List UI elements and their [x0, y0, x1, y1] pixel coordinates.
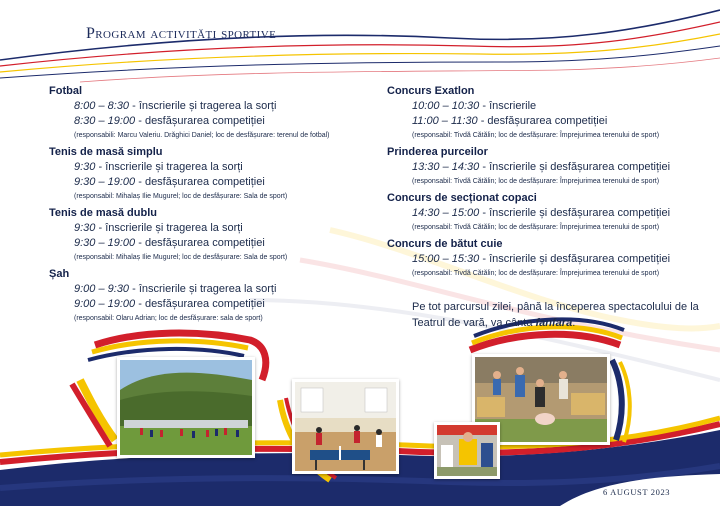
schedule-line	[49, 160, 379, 175]
schedule-text: - înscrierile și tragerea la sorți	[95, 222, 243, 234]
schedule-line	[49, 297, 379, 312]
event-responsible: (responsabil: Tivdă Cătălin; loc de desfășurare: Împrejurimea terenului de sport)	[412, 224, 660, 231]
schedule-text: - desfășurarea competiției	[135, 115, 265, 127]
football-photo	[117, 357, 255, 458]
schedule-text: - înscrierile	[479, 100, 537, 112]
schedule-text: - înscrierile și tragerea la sorți	[129, 100, 277, 112]
event-block	[387, 191, 707, 235]
event-title: Concurs de secționat copaci	[387, 192, 537, 204]
event-title: Șah	[49, 268, 70, 280]
event-responsible: (responsabil: Mihalaș Ilie Mugurel; loc de desfășurare: Sala de sport)	[74, 254, 288, 261]
schedule-time: 9:00 – 19:00	[74, 298, 136, 310]
schedule-line	[387, 252, 707, 267]
note-bold: fanfara	[535, 317, 573, 329]
schedule-time: 13:30 – 14:30	[412, 161, 480, 173]
schedule-text: - înscrierile și desfășurarea competiției	[479, 253, 671, 265]
event-responsible: (responsabil: Tivdă Cătălin; loc de desfășurare: Împrejurimea terenului de sport)	[412, 270, 660, 277]
note-end: .	[572, 317, 576, 329]
schedule-line	[49, 282, 379, 297]
schedule-text: - desfășurarea competiției	[135, 298, 265, 310]
schedule-time: 10:00 – 10:30	[412, 100, 480, 112]
schedule-time: 15:00 – 15:30	[412, 253, 480, 265]
schedule-text: - desfășurarea competiției	[477, 115, 608, 127]
schedule-text: - desfășurarea competiției	[135, 237, 265, 249]
fanfare-note	[387, 299, 707, 331]
event-block	[387, 84, 707, 143]
event-responsible: (responsabil: Mihalaș Ilie Mugurel; loc de desfășurare: Sala de sport)	[74, 193, 288, 200]
schedule-line	[49, 221, 379, 236]
event-responsible: (responsabil: Tivdă Cătălin; loc de desfășurare: Împrejurimea terenului de sport)	[412, 178, 660, 185]
contest-photo	[434, 422, 500, 479]
event-block	[49, 206, 379, 265]
event-block	[49, 267, 379, 326]
event-title: Tenis de masă simplu	[49, 146, 163, 158]
schedule-time: 14:30 – 15:00	[412, 207, 480, 219]
schedule-time: 9:30 – 19:00	[74, 176, 136, 188]
schedule-time: 11:00 – 11:30	[412, 115, 478, 127]
event-title: Concurs de bătut cuie	[387, 238, 503, 250]
note-text: Pe tot parcursul zilei, până la începerea spectacolului de la Teatrul de vară, va cânta	[412, 301, 699, 329]
table-tennis-photo	[292, 379, 399, 474]
schedule-line	[49, 236, 379, 251]
event-title: Prinderea purceilor	[387, 146, 488, 158]
schedule-line	[387, 99, 707, 114]
schedule-time: 8:30 – 19:00	[74, 115, 136, 127]
page-title: Program activități sportive	[86, 25, 277, 42]
event-block	[49, 84, 379, 143]
schedule-time: 9:00 – 9:30	[74, 283, 130, 295]
schedule-line	[387, 114, 707, 129]
schedule-line	[49, 99, 379, 114]
schedule-line	[387, 206, 707, 221]
schedule-time: 9:30	[74, 222, 96, 234]
event-responsible: (responsabili: Marcu Valeriu. Drăghici Daniel; loc de desfășurare: terenul de fotbal)	[74, 132, 330, 139]
event-date: 6 AUGUST 2023	[603, 487, 671, 497]
schedule-time: 8:00 – 8:30	[74, 100, 130, 112]
schedule-text: - desfășurarea competiției	[135, 176, 265, 188]
event-block	[387, 145, 707, 189]
schedule-line	[387, 160, 707, 175]
schedule-text: - înscrierile și tragerea la sorți	[95, 161, 243, 173]
schedule-line	[49, 175, 379, 190]
event-title: Concurs Exatlon	[387, 85, 475, 97]
schedule-line	[49, 114, 379, 129]
event-block	[49, 145, 379, 204]
right-column	[387, 84, 707, 331]
event-responsible: (responsabil: Tivdă Cătălin; loc de desfășurare: Împrejurimea terenului de sport)	[412, 132, 660, 139]
schedule-text: - înscrierile și desfășurarea competiției	[479, 161, 671, 173]
schedule-text: - înscrierile și tragerea la sorți	[129, 283, 277, 295]
schedule-text: - înscrierile și desfășurarea competiției	[479, 207, 671, 219]
schedule-time: 9:30 – 19:00	[74, 237, 136, 249]
left-column	[49, 84, 379, 328]
event-title: Tenis de masă dublu	[49, 207, 157, 219]
event-block	[387, 237, 707, 281]
schedule-time: 9:30	[74, 161, 96, 173]
event-responsible: (responsabil: Olaru Adrian; loc de desfășurare: sala de sport)	[74, 315, 263, 322]
event-title: Fotbal	[49, 85, 82, 97]
